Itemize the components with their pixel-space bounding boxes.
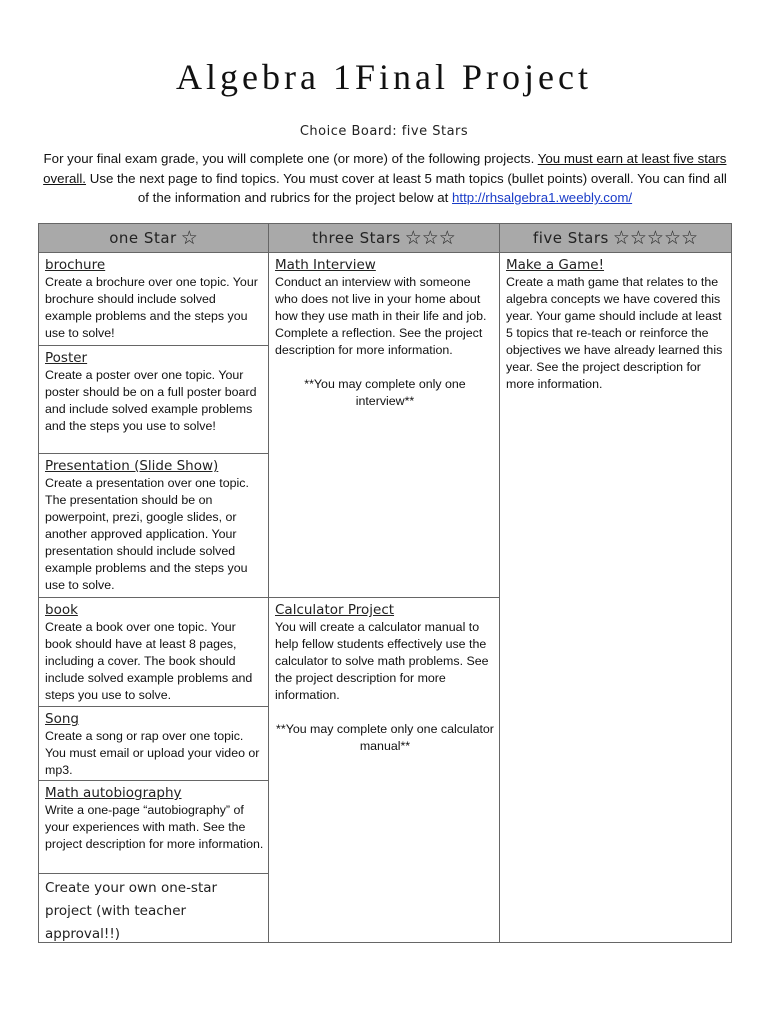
option-brochure: [39, 253, 268, 342]
header-five-stars: [500, 224, 731, 252]
header-five-stars-label: five Stars: [532, 229, 609, 247]
star-icon: ☆: [180, 227, 198, 249]
header-three-stars: [269, 224, 499, 252]
option-description: Create a presentation over one topic. The presentation should be on powerpoint, prezi, google slides, or another approved application. Your presentation should include solved example problems and the steps you use to solve.: [45, 476, 249, 592]
option-title: Song: [45, 711, 79, 727]
option-note: **You may complete only one interview**: [304, 377, 466, 408]
option-calculator-project: [269, 598, 499, 755]
option-description: You will create a calculator manual to help fellow students effectively use the calculator to solve math problems. See the project description for more information.: [275, 620, 489, 702]
choice-board-table: [38, 223, 732, 943]
option-math-interview: [269, 253, 499, 410]
page-title: Algebra 1Final Project: [176, 57, 592, 97]
option-create-your-own: [39, 874, 268, 946]
option-presentation: [39, 454, 268, 594]
option-description: Create a book over one topic. Your book should have at least 8 pages, including a cover. The book should include solved example problems and steps you use to solve.: [45, 620, 253, 702]
option-title: Math autobiography: [45, 785, 182, 801]
header-one-star-label: one Star: [109, 229, 177, 247]
header-three-stars-label: three Stars: [312, 229, 401, 247]
five-stars-icon: ☆☆☆☆☆: [612, 227, 699, 249]
option-description: Write a one-page “autobiography” of your experiences with math. See the project description for more information.: [45, 803, 264, 851]
intro-requirement: You must earn at least five stars overall.: [43, 151, 727, 186]
header-one-star: [39, 224, 268, 252]
intro-text-1: For your final exam grade, you will complete one (or more) of the following projects.: [43, 151, 538, 166]
option-title: Make a Game!: [506, 257, 605, 273]
option-description: Create a song or rap over one topic. You must email or upload your video or mp3.: [45, 729, 260, 777]
option-title: book: [45, 602, 78, 618]
option-note: **You may complete only one calculator manual**: [276, 722, 494, 753]
option-title: Calculator Project: [275, 602, 395, 618]
website-link[interactable]: http://rhsalgebra1.weebly.com/: [452, 190, 633, 205]
option-math-autobiography: [39, 781, 268, 853]
option-title: Math Interview: [275, 257, 376, 273]
option-book: [39, 598, 268, 704]
option-song: [39, 707, 268, 779]
option-description: Conduct an interview with someone who does not live in your home about how they use math in their life and job. Complete a reflection. See the project description for more information.: [275, 275, 487, 357]
option-title: brochure: [45, 257, 106, 273]
intro-text-2: Use the next page to find topics. You must cover at least 5 math topics (bullet points) overall. You can find all of the information and rubrics for the project below at: [86, 170, 727, 205]
option-description: Create a brochure over one topic. Your brochure should include solved example problems and the steps you use to solve!: [45, 275, 258, 340]
option-title: Create your own one-star project (with teacher approval!!): [45, 880, 218, 942]
board-subtitle: Choice Board: five Stars: [299, 124, 469, 139]
option-title: Poster: [45, 350, 88, 366]
option-make-a-game: [500, 253, 731, 393]
instructions-paragraph: [40, 149, 730, 208]
option-description: Create a math game that relates to the algebra concepts we have covered this year. Your game should include at least 5 topics that re-teach or reinforce the objectives we have already learned this year. See the project description for more information.: [506, 275, 723, 391]
three-stars-icon: ☆☆☆: [404, 227, 456, 249]
option-description: Create a poster over one topic. Your poster should be on a full poster board and include solved example problems and the steps you use to solve!: [45, 368, 257, 433]
option-poster: [39, 346, 268, 435]
option-title: Presentation (Slide Show): [45, 458, 219, 474]
